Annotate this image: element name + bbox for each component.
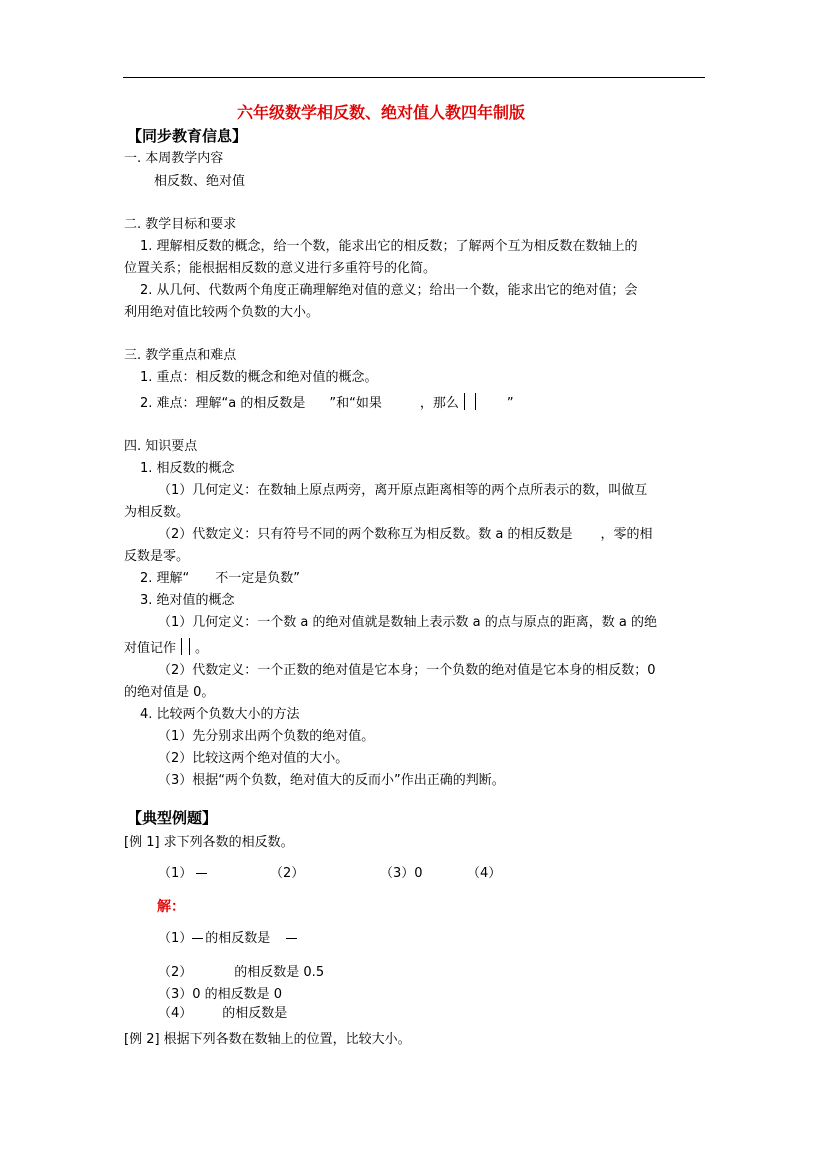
key-point-2-part-b: ”和“如果	[329, 396, 382, 411]
answer-2-prefix: （2）	[158, 965, 193, 980]
heading-weekly-content: 一. 本周教学内容	[124, 151, 224, 166]
solution-label: 解：	[157, 899, 185, 915]
weekly-content-text: 相反数、绝对值	[154, 174, 246, 189]
minus-sign	[196, 873, 207, 874]
section-heading-examples: 【典型例题】	[127, 809, 218, 827]
example-1-q4: （4）	[467, 866, 502, 881]
key-point-2-part-d: ”	[506, 396, 514, 411]
item-4-2: （2）比较这两个绝对值的大小。	[158, 751, 349, 766]
key-point-2	[140, 393, 514, 410]
key-point-1: 1. 重点：相反数的概念和绝对值的概念。	[140, 370, 378, 385]
example-1-q3: （3）0	[380, 866, 423, 881]
heading-goals: 二. 教学目标和要求	[124, 217, 237, 232]
answer-4-text: 的相反数是	[222, 1006, 288, 1021]
key-point-2-part-a: 2. 难点：理解“a 的相反数是	[140, 396, 306, 411]
item-1-2-line-2: 反数是零。	[124, 549, 190, 564]
minus-sign	[192, 938, 203, 939]
example-1-q2: （2）	[270, 866, 305, 881]
item-3-2-line-1: （2）代数定义：一个正数的绝对值是它本身；一个负数的绝对值是它本身的相反数；0	[158, 663, 656, 678]
goal-2-line-2: 利用绝对值比较两个负数的大小。	[124, 305, 320, 320]
item-3-1-part-c: 。	[195, 641, 209, 656]
example-1-q1	[158, 867, 207, 880]
item-2-part-b: 不一定是负数”	[215, 571, 301, 586]
heading-key-points: 三. 教学重点和难点	[124, 348, 237, 363]
item-3-title: 3. 绝对值的概念	[140, 593, 235, 608]
abs-bar-right	[189, 638, 190, 655]
answer-2-text: 的相反数是 0.5	[234, 965, 325, 980]
example-2-label: [例 2] 根据下列各数在数轴上的位置，比较大小。	[124, 1032, 411, 1047]
answer-1-prefix: （1）	[158, 931, 193, 946]
answer-3: （3）0 的相反数是 0	[158, 987, 283, 1002]
answer-4	[158, 1007, 287, 1020]
goal-2-line-1: 2. 从几何、代数两个角度正确理解绝对值的意义；给出一个数，能求出它的绝对值；会	[140, 283, 638, 298]
answer-1	[158, 932, 297, 945]
item-1-2-part-b: ，零的相	[600, 527, 653, 542]
key-point-2-part-c: ，那么	[419, 396, 459, 411]
item-2-part-a: 2. 理解“	[140, 571, 190, 586]
item-2	[140, 572, 300, 585]
page-title: 六年级数学相反数、绝对值人教四年制版	[237, 103, 526, 122]
item-1-1-line-1: （1）几何定义：在数轴上原点两旁，离开原点距离相等的两个点所表示的数，叫做互	[158, 483, 648, 498]
abs-bar-right	[475, 393, 476, 410]
minus-sign	[286, 938, 297, 939]
heading-knowledge: 四. 知识要点	[124, 439, 198, 454]
example-1-label: [例 1] 求下列各数的相反数。	[124, 835, 294, 850]
section-heading-sync: 【同步教育信息】	[127, 127, 248, 145]
answer-2	[158, 966, 324, 979]
q1-label: （1）	[158, 866, 193, 881]
abs-bar-left	[181, 638, 182, 655]
item-4-title: 4. 比较两个负数大小的方法	[140, 707, 300, 722]
item-1-title: 1. 相反数的概念	[140, 461, 235, 476]
item-1-1-line-2: 为相反数。	[124, 505, 190, 520]
item-3-1-part-a: 对值记作	[124, 641, 177, 656]
item-4-3: （3）根据“两个负数，绝对值大的反而小”作出正确的判断。	[158, 773, 505, 788]
item-4-1: （1）先分别求出两个负数的绝对值。	[158, 729, 375, 744]
goal-1-line-2: 位置关系；能根据相反数的意义进行多重符号的化简。	[124, 261, 437, 276]
header-rule	[123, 77, 705, 78]
item-3-1-line-1: （1）几何定义：一个数 a 的绝对值就是数轴上表示数 a 的点与原点的距离，数 a 的绝	[158, 615, 657, 630]
item-1-2-line-1	[158, 528, 653, 541]
answer-1-text: 的相反数是	[205, 931, 271, 946]
answer-4-prefix: （4）	[158, 1006, 193, 1021]
item-3-2-line-2: 的绝对值是 0。	[124, 685, 215, 700]
item-1-2-part-a: （2）代数定义：只有符号不同的两个数称互为相反数。数 a 的相反数是	[158, 527, 573, 542]
item-3-1-line-2	[124, 638, 208, 655]
abs-bar-left	[464, 393, 465, 410]
goal-1-line-1: 1. 理解相反数的概念，给一个数，能求出它的相反数；了解两个互为相反数在数轴上的	[140, 239, 638, 254]
